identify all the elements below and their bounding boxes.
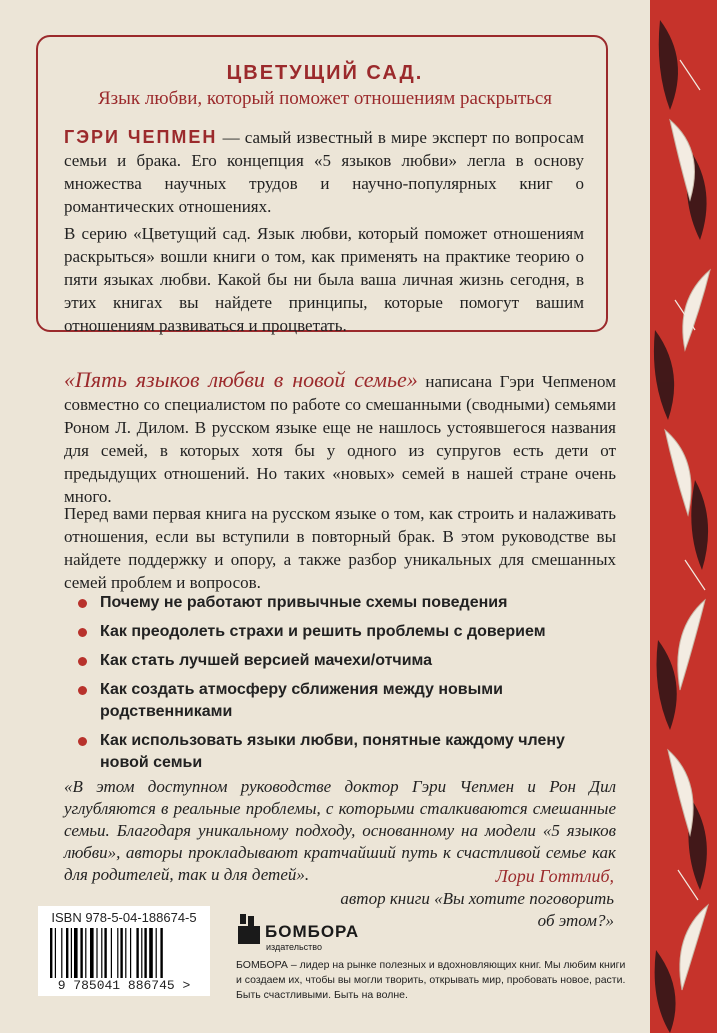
bullet-icon [78, 657, 87, 666]
list-item: Как стать лучшей версией мачехи/отчима [78, 650, 618, 672]
list-item: Почему не работают привычные схемы поведения [78, 592, 618, 614]
book-title: «Пять языков любви в новой семье» [64, 367, 418, 392]
series-subtitle: Язык любви, который поможет отношениям раскрыться [97, 88, 552, 109]
list-item: Как использовать языки любви, понятные каждому члену новой семьи [78, 730, 618, 774]
author-name: ГЭРИ ЧЕПМЕН [64, 127, 218, 147]
barcode-number: 9 785041 886745 > [57, 978, 191, 993]
publisher-description: БОМБОРА – лидер на рынке полезных и вдохновляющих книг. Мы любим книги и создаем их, чтобы вы могли творить, открывать мир, пробовать новое, расти. Быть счастливыми. Быть на волне. [236, 959, 626, 1001]
book-description-text: написана Гэри Чепменом совместно со специалистом по работе со смешанными (сводными) семьями Роном Л. Дилом. В русском языке еще не нашлось устоявшегося названия для семей, в которых хотя бы у одного из супругов есть дети от предыдущих отношений. Но таких «новых» семей в нашей стране очень много. [64, 372, 616, 506]
publisher-name: БОМБОРА [265, 922, 360, 941]
book-description [64, 368, 616, 508]
series-title: ЦВЕТУЩИЙ САД. [226, 62, 424, 84]
feature-list [78, 592, 618, 781]
review-quote: «В этом доступном руководстве доктор Гэри Чепмен и Рон Дил углубляются в реальные проблемы, с которыми сталкиваются смешанные семьи. Благодаря уникальному подходу, основанному на модели «5 языков любви», авторы прокладывают кратчайший путь к счастливой семье как для родителей, так и для детей». [64, 777, 616, 884]
floral-panel [650, 0, 717, 1033]
book-description-2: Перед вами первая книга на русском языке о том, как строить и налаживать отношения, если вы вступили в повторный брак. В этом руководстве вы найдете поддержку и опору, а также разбор уникальных для смешанных семей проблем и вопросов. [64, 504, 616, 592]
publisher-logo-icon [236, 912, 262, 946]
author-bio-text: — самый известный в мире эксперт по вопросам семьи и брака. Его концепция «5 языков любви» легла в основу множества научных трудов и научно-популярных книг о романтических отношениях. [64, 128, 584, 216]
series-description: В серию «Цветущий сад. Язык любви, который поможет отношениям раскрыться» вошли книги о том, как применять на практике теорию о пяти языках любви. Какой бы ни была ваша личная жизнь сегодня, в этих книгах вы найдете принципы, которые помогут вашим отношениям развиваться и процветать. [64, 224, 584, 335]
quote-source: автор книги «Вы хотите поговорить об этом?» [340, 889, 614, 930]
list-item: Как создать атмосферу сближения между новыми родственниками [78, 679, 618, 723]
barcode-icon [50, 928, 198, 978]
bullet-icon [78, 737, 87, 746]
list-item: Как преодолеть страхи и решить проблемы с доверием [78, 621, 618, 643]
bullet-icon [78, 599, 87, 608]
floral-pattern-icon [650, 0, 717, 1033]
bullet-icon [78, 686, 87, 695]
publisher-subtitle: издательство [266, 942, 322, 952]
author-bio [64, 126, 584, 218]
barcode [38, 906, 210, 996]
bullet-icon [78, 628, 87, 637]
isbn-label: ISBN 978-5-04-188674-5 [51, 910, 197, 925]
quote-author: Лори Готтлиб, [495, 866, 614, 886]
